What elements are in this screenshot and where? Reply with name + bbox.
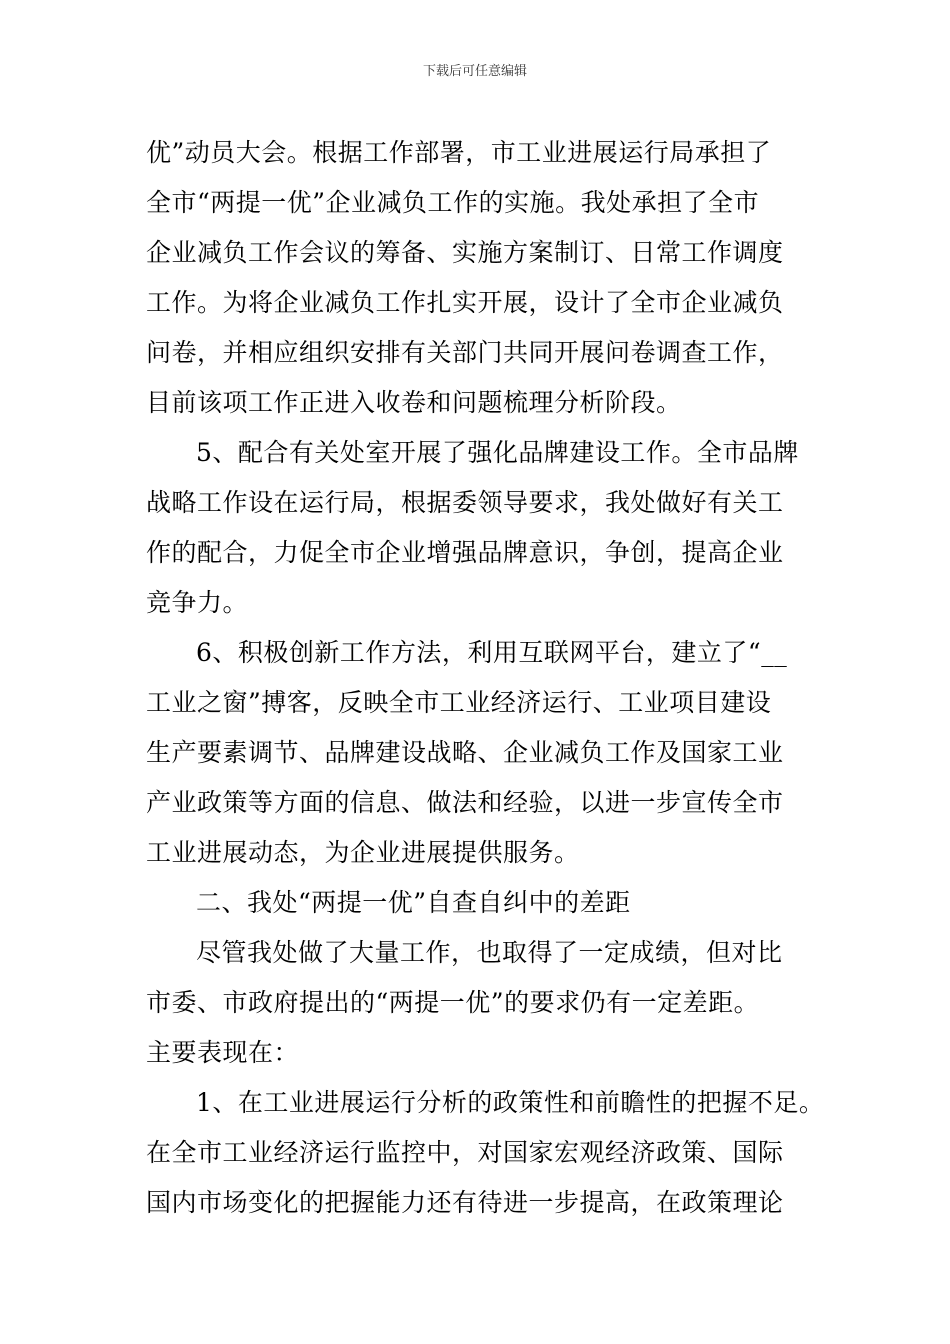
text-line: 企业减负工作会议的筹备、实施方案制订、日常工作调度 — [146, 238, 784, 267]
page-header: 下载后可任意编辑 — [422, 64, 527, 79]
text-line: 生产要素调节、品牌建设战略、企业减负工作及国家工业 — [146, 738, 784, 767]
text-line: 在全市工业经济运行监控中，对国家宏观经济政策、国际 — [146, 1138, 784, 1167]
text-line: 6、积极创新工作方法，利用互联网平台，建立了“__ — [196, 638, 788, 667]
text-line: 主要表现在： — [146, 1038, 300, 1067]
text-line: 优”动员大会。根据工作部署，市工业进展运行局承担了 — [146, 138, 772, 167]
text-line: 尽管我处做了大量工作，也取得了一定成绩，但对比 — [196, 938, 783, 967]
text-line: 1、在工业进展运行分析的政策性和前瞻性的把握不足。 — [196, 1088, 825, 1117]
text-line: 战略工作设在运行局，根据委领导要求，我处做好有关工 — [146, 488, 784, 517]
text-line: 产业政策等方面的信息、做法和经验，以进一步宣传全市 — [146, 788, 784, 817]
text-line: 目前该项工作正进入收卷和问题梳理分析阶段。 — [146, 388, 682, 417]
text-line: 全市“两提一优”企业减负工作的实施。我处承担了全市 — [146, 188, 760, 217]
text-line: 国内市场变化的把握能力还有待进一步提高，在政策理论 — [146, 1188, 784, 1217]
text-line: 二、我处“两提一优”自查自纠中的差距 — [196, 888, 631, 917]
text-line: 工业进展动态，为企业进展提供服务。 — [146, 838, 580, 867]
text-line: 工作。为将企业减负工作扎实开展，设计了全市企业减负 — [146, 288, 784, 317]
text-line: 工业之窗”搏客，反映全市工业经济运行、工业项目建设 — [146, 688, 772, 717]
body-text — [146, 128, 836, 1228]
text-line: 市委、市政府提出的“两提一优”的要求仍有一定差距。 — [146, 988, 760, 1017]
text-line: 竞争力。 — [146, 588, 249, 617]
text-line: 5、配合有关处室开展了强化品牌建设工作。全市品牌 — [196, 438, 799, 467]
text-line: 作的配合，力促全市企业增强品牌意识，争创，提高企业 — [146, 538, 784, 567]
text-line: 问卷，并相应组织安排有关部门共同开展问卷调查工作， — [146, 338, 784, 367]
